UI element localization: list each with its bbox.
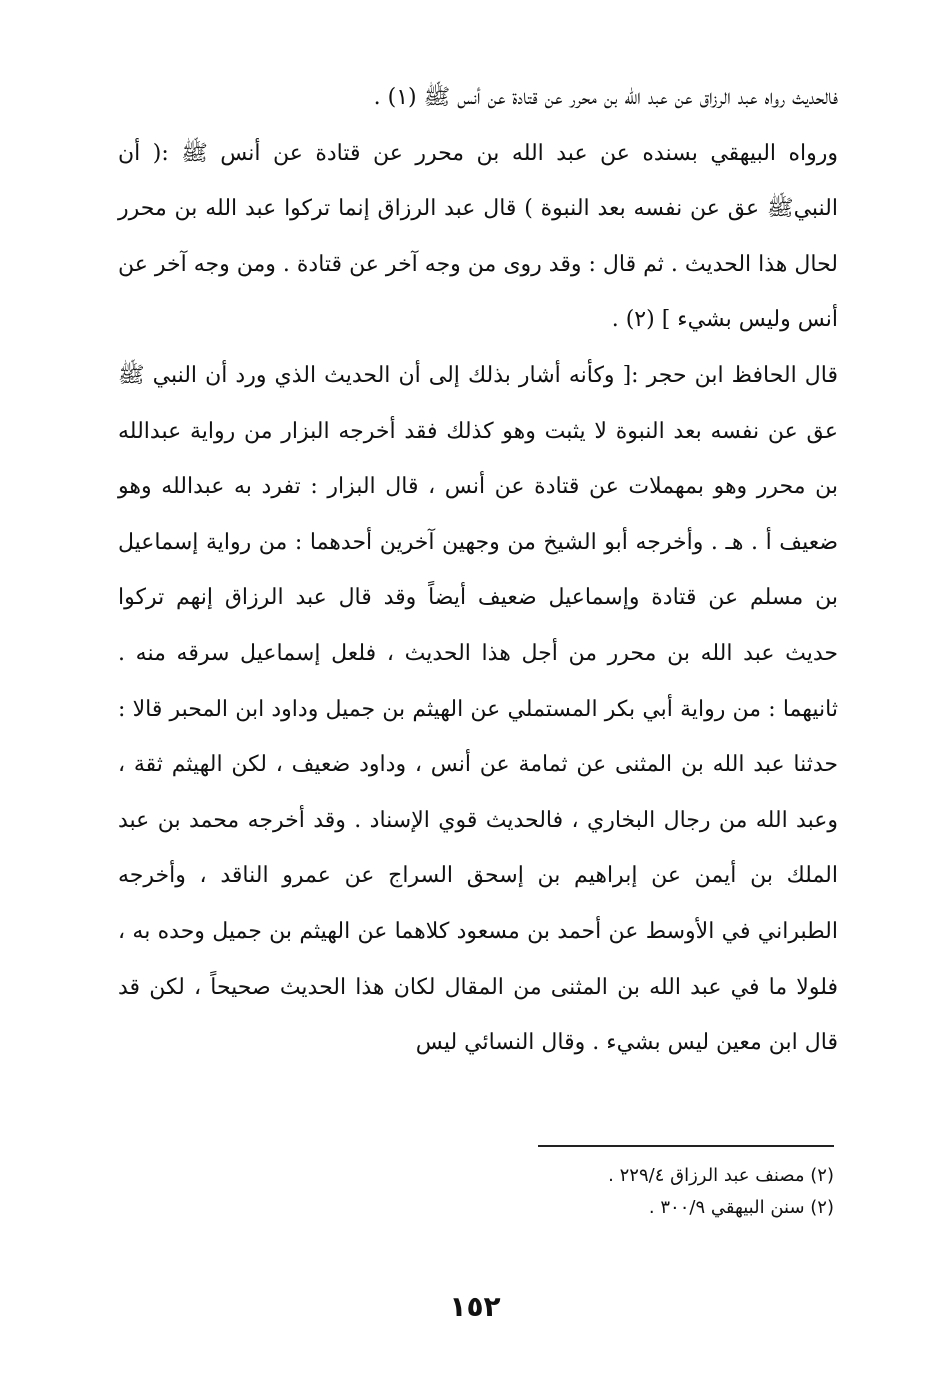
footnote-1: (٢) مصنف عبد الرزاق ٢٢٩/٤ .	[608, 1165, 834, 1186]
paragraph-1: فالحديث رواه عبد الرزاق عن عبد الله بن محرر عن قتادة عن أنس ﷺ (١) .	[373, 85, 838, 110]
paragraph-3: قال الحافظ ابن حجر :[ وكأنه أشار بذلك إلى أن الحديث الذي ورد أن النبي ﷺ عق عن نفسه بعد النبوة لا يثبت وهو كذلك فقد أخرجه البزار من رواية عبدالله بن محرر وهو بمهملات عن قتادة عن أنس ، قال البزار : تفرد به عبدالله وهو ضعيف أ . هـ . وأخرجه أبو الشيخ من وجهين آخرين أحدهما : من رواية إسماعيل بن مسلم عن قتادة وإسماعيل ضعيف أيضاً وقد قال عبد الرزاق إنهم تركوا حديث عبد الله بن محرر من أجل هذا الحديث ، فلعل إسماعيل سرقه منه . ثانيهما : من رواية أبي بكر المستملي عن الهيثم بن جميل وداود ابن المحبر قالا : حدثنا عبد الله بن المثنى عن ثمامة عن أنس ، وداود ضعيف ، لكن الهيثم ثقة ، وعبد الله من رجال البخاري ، فالحديث قوي الإسناد . وقد أخرجه محمد بن عبد الملك بن أيمن عن إبراهيم بن إسحق السراج عن عمرو الناقد ، وأخرجه الطبراني في الأوسط عن أحمد بن مسعود كلاهما عن الهيثم بن جميل وحده به ، فلولا ما في عبد الله بن المثنى من المقال لكان هذا الحديث صحيحاً ، لكن قد قال ابن معين ليس بشيء . وقال النسائي ليس	[118, 362, 838, 1056]
main-text	[118, 70, 838, 1071]
footnote-divider	[538, 1145, 834, 1147]
page-number: ١٥٢	[449, 1290, 501, 1323]
footnotes	[400, 1160, 834, 1224]
paragraph-2: ورواه البيهقي بسنده عن عبد الله بن محرر عن قتادة عن أنس ﷺ :( أن النبيﷺ عق عن نفسه بعد النبوة ) قال عبد الرزاق إنما تركوا عبد الله بن محرر لحال هذا الحديث . ثم قال : وقد روى من وجه آخر عن قتادة . ومن وجه آخر عن أنس وليس بشيء ] (٢) .	[118, 140, 838, 333]
footnote-2: (٢) سنن البيهقي ٣٠٠/٩ .	[648, 1197, 834, 1218]
